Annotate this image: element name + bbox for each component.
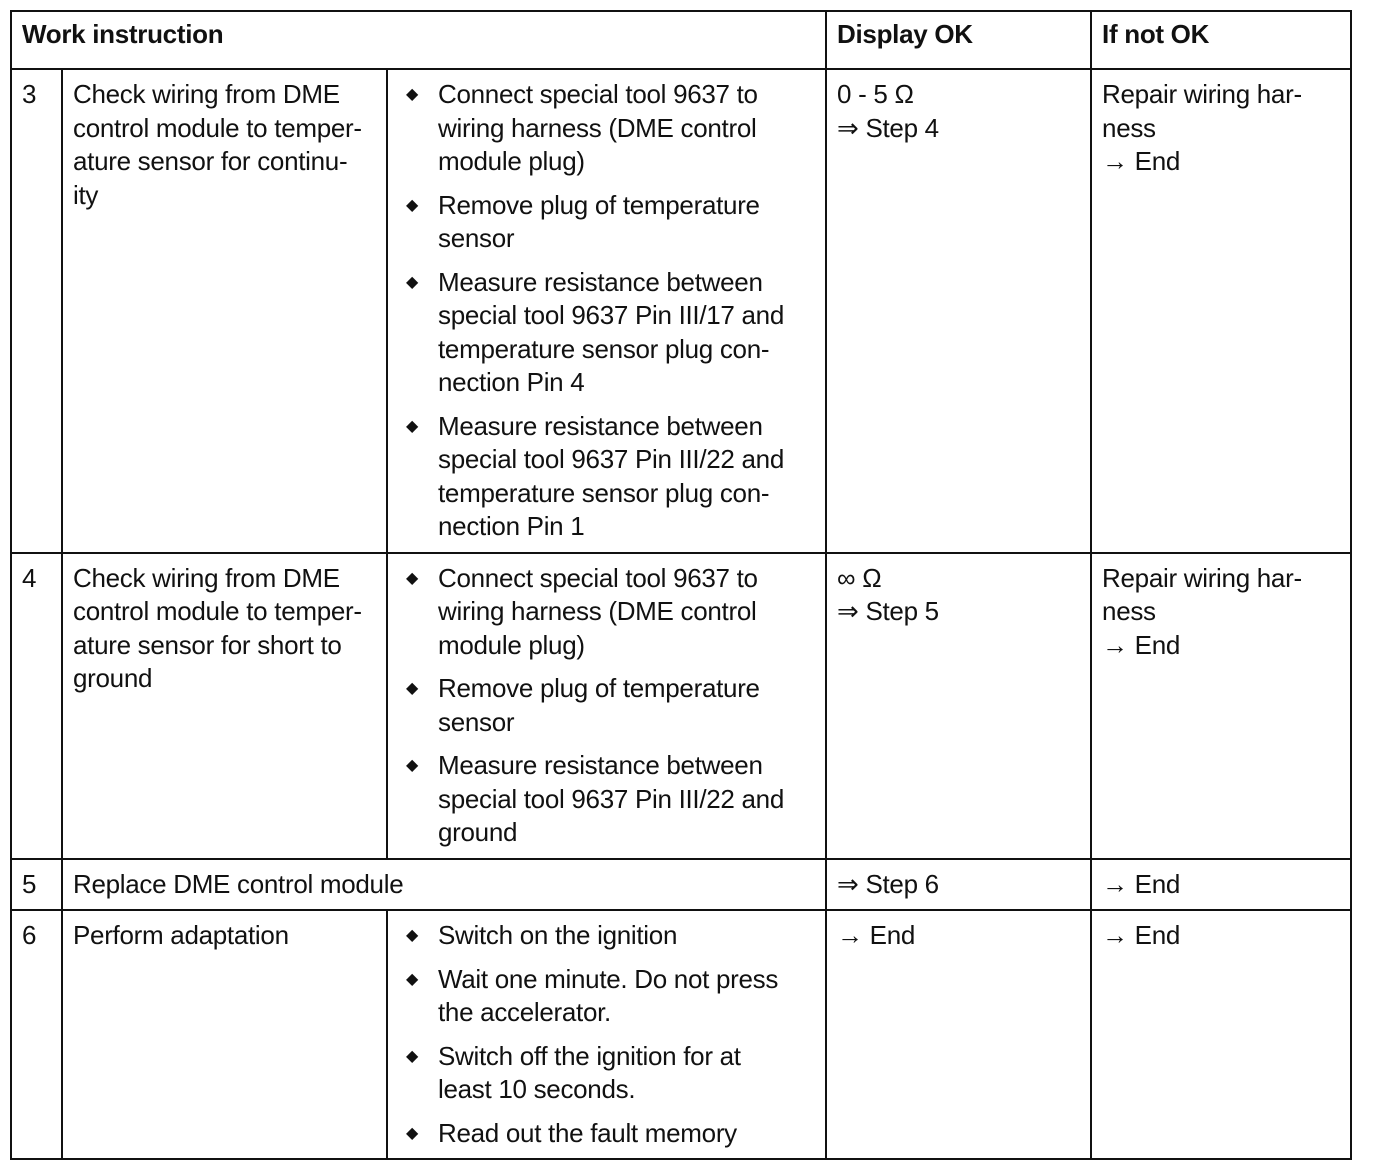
diamond-bullet-icon: ◆ (405, 1047, 418, 1065)
action-item (398, 266, 815, 400)
step-actions (387, 553, 826, 859)
diamond-bullet-icon: ◆ (405, 417, 418, 435)
action-text: Read out the fault memory (438, 1117, 737, 1148)
action-text: Wait one minute. Do not press the accelerator. (438, 963, 779, 1027)
step-actions (387, 69, 826, 553)
action-item (398, 410, 815, 544)
display-ok-value: 0 - 5 Ω ⇒ Step 4 (826, 69, 1091, 553)
diamond-bullet-icon: ◆ (405, 569, 418, 587)
diamond-bullet-icon: ◆ (405, 196, 418, 214)
step-title: Replace DME control module (62, 859, 826, 911)
action-text: Switch on the ignition (438, 920, 678, 950)
if-not-ok-value: Repair wiring har- ness → End (1091, 553, 1351, 859)
action-item (398, 78, 815, 179)
table-header-row (11, 11, 1351, 69)
diamond-bullet-icon: ◆ (405, 970, 418, 988)
step-number: 5 (11, 859, 62, 911)
if-not-ok-value: → End (1091, 859, 1351, 911)
diamond-bullet-icon: ◆ (405, 86, 418, 103)
action-text: Remove plug of temperature sensor (438, 673, 760, 737)
table-row-step-5 (11, 859, 1351, 911)
display-ok-value: ⇒ Step 6 (826, 859, 1091, 911)
action-item (398, 672, 815, 739)
action-item (398, 1040, 815, 1107)
action-list (398, 562, 815, 850)
diamond-bullet-icon: ◆ (405, 757, 418, 774)
table-row-step-6 (11, 910, 1351, 1159)
action-item (398, 919, 815, 953)
action-text: Connect special tool 9637 to wiring harness (DME control module plug) (438, 79, 758, 176)
diamond-bullet-icon: ◆ (405, 1124, 418, 1142)
work-instruction-table (10, 10, 1352, 1160)
action-list (398, 919, 815, 1150)
work-instruction-document (10, 10, 1350, 1160)
action-text: Remove plug of temperature sensor (438, 189, 760, 253)
step-number: 3 (11, 69, 62, 553)
action-text: Switch off the ignition for at least 10 seconds. (438, 1040, 741, 1104)
step-number: 4 (11, 553, 62, 859)
step-number: 6 (11, 910, 62, 1159)
action-text: Measure resistance between special tool 9637 Pin III/17 and temperature sensor plug con- nection Pin 4 (438, 266, 784, 397)
if-not-ok-value: Repair wiring har- ness → End (1091, 69, 1351, 553)
display-ok-value: ∞ Ω ⇒ Step 5 (826, 553, 1091, 859)
action-item (398, 562, 815, 663)
step-title: Check wiring from DME control module to temper- ature sensor for continu- ity (62, 69, 387, 553)
action-item (398, 189, 815, 256)
action-item (398, 1117, 815, 1151)
step-title: Check wiring from DME control module to temper- ature sensor for short to ground (62, 553, 387, 859)
diamond-bullet-icon: ◆ (405, 680, 418, 697)
step-title: Perform adaptation (62, 910, 387, 1159)
action-text: Measure resistance between special tool 9637 Pin III/22 and ground (438, 750, 784, 847)
header-display-ok: Display OK (826, 11, 1091, 69)
action-text: Connect special tool 9637 to wiring harness (DME control module plug) (438, 562, 758, 660)
header-work-instruction: Work instruction (11, 11, 826, 69)
table-row-step-3 (11, 69, 1351, 553)
table-row-step-4 (11, 553, 1351, 859)
diamond-bullet-icon: ◆ (405, 273, 418, 291)
display-ok-value: → End (826, 910, 1091, 1159)
action-list (398, 78, 815, 544)
diamond-bullet-icon: ◆ (405, 927, 418, 944)
header-if-not-ok: If not OK (1091, 11, 1351, 69)
action-item (398, 963, 815, 1030)
action-text: Measure resistance between special tool 9637 Pin III/22 and temperature sensor plug con- nection Pin 1 (438, 410, 784, 541)
if-not-ok-value: → End (1091, 910, 1351, 1159)
action-item (398, 749, 815, 850)
step-actions (387, 910, 826, 1159)
